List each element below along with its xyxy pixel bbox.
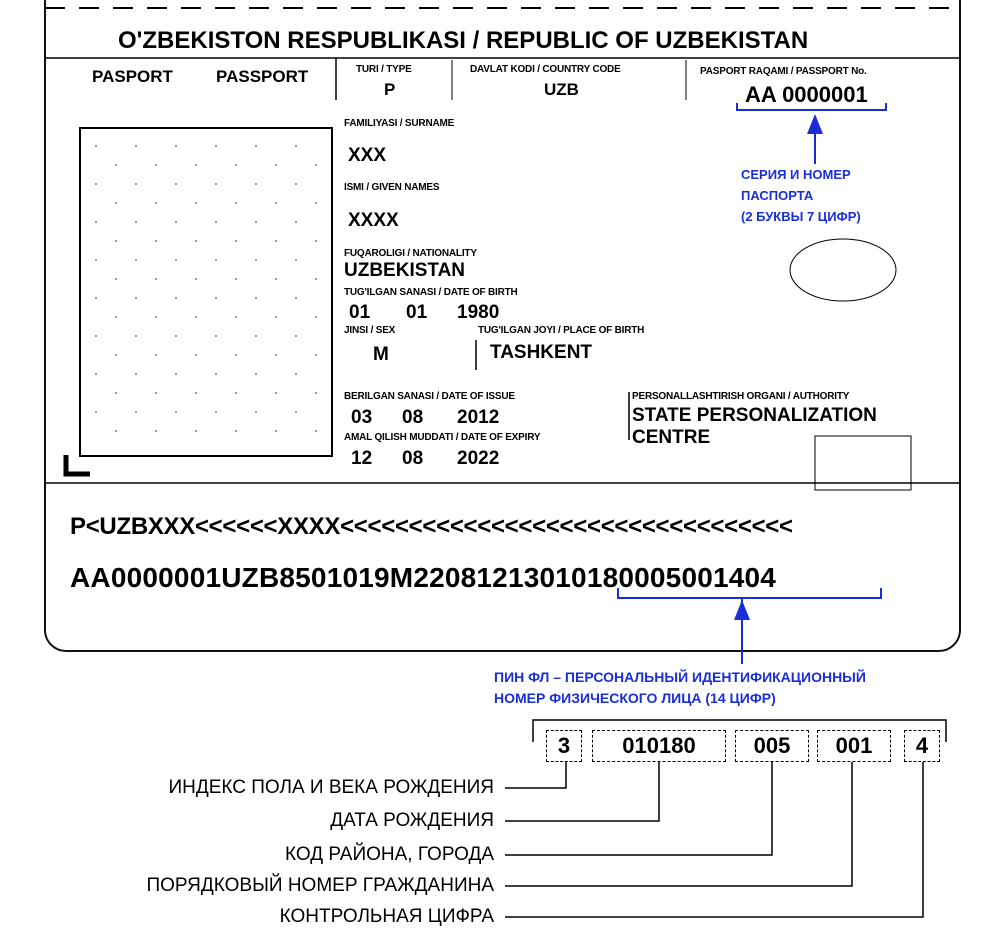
photo-dot — [155, 278, 157, 280]
photo-dot — [235, 354, 237, 356]
photo-dot — [135, 335, 137, 337]
photo-dot — [95, 259, 97, 261]
photo-dot — [235, 316, 237, 318]
photo-dot — [255, 373, 257, 375]
photo-dot — [255, 297, 257, 299]
photo-dot — [195, 240, 197, 242]
photo-dot — [275, 164, 277, 166]
photo-dot — [95, 221, 97, 223]
photo-dot — [315, 240, 317, 242]
issue-date-label: BERILGAN SANASI / DATE OF ISSUE — [344, 391, 515, 402]
photo-dot — [95, 373, 97, 375]
photo-dot — [315, 392, 317, 394]
sex-label: JINSI / SEX — [344, 325, 396, 336]
country-code-value: UZB — [544, 80, 579, 99]
photo-dot — [295, 411, 297, 413]
photo-dot — [235, 202, 237, 204]
photo-dot — [95, 183, 97, 185]
photo-dot — [215, 183, 217, 185]
photo-dot — [255, 259, 257, 261]
photo-dot — [255, 145, 257, 147]
photo-dot — [215, 335, 217, 337]
photo-dot — [275, 202, 277, 204]
legend-birth-date: ДАТА РОЖДЕНИЯ — [330, 810, 494, 831]
legend-check-digit: КОНТРОЛЬНАЯ ЦИФРА — [279, 906, 494, 927]
pasport-en-label: PASSPORT — [216, 67, 309, 86]
type-value: P — [384, 80, 396, 99]
authority-line-1: STATE PERSONALIZATION — [632, 405, 877, 426]
nationality-value: UZBEKISTAN — [344, 260, 466, 281]
photo-dot — [95, 297, 97, 299]
dob-day: 01 — [349, 302, 371, 323]
mrz-line-1: P<UZBXXX<<<<<<XXXX<<<<<<<<<<<<<<<<<<<<<<<<<<<<<<<<< — [70, 513, 793, 540]
passport-number-label: PASPORT RAQAMI / PASSPORT No. — [700, 66, 867, 77]
photo-dot — [175, 297, 177, 299]
ghost-oval — [790, 239, 896, 301]
photo-dot — [155, 240, 157, 242]
legend-serial-number: ПОРЯДКОВЫЙ НОМЕР ГРАЖДАНИНА — [146, 875, 494, 896]
photo-dot — [175, 221, 177, 223]
photo-dot — [195, 202, 197, 204]
authority-line-2: CENTRE — [632, 427, 711, 448]
passno-annotation-line-3: (2 БУКВЫ 7 ЦИФР) — [741, 209, 861, 224]
photo-dot — [215, 259, 217, 261]
dob-month: 01 — [406, 302, 428, 323]
photo-dot — [315, 202, 317, 204]
passno-arrow — [807, 114, 823, 134]
photo-dot — [155, 164, 157, 166]
place-of-birth-value: TASHKENT — [490, 342, 593, 363]
pin-annotation-line-1: ПИН ФЛ – ПЕРСОНАЛЬНЫЙ ИДЕНТИФИКАЦИОННЫЙ — [494, 669, 866, 685]
sex-value: M — [373, 344, 389, 365]
photo-dot — [215, 145, 217, 147]
photo-dot — [255, 335, 257, 337]
photo-dot — [295, 335, 297, 337]
photo-dot — [175, 183, 177, 185]
photo-dot — [295, 259, 297, 261]
photo-dot — [95, 145, 97, 147]
corner-mark — [66, 455, 90, 474]
legend-gender-century: ИНДЕКС ПОЛА И ВЕКА РОЖДЕНИЯ — [168, 777, 494, 798]
photo-dot — [155, 202, 157, 204]
photo-dot — [115, 354, 117, 356]
mrz-line-2: AA0000001UZB8501019M22081213010180005001404 — [70, 562, 777, 593]
pin-part-birth-date: 010180 — [592, 730, 726, 762]
passno-annotation-line-2: ПАСПОРТА — [741, 188, 814, 203]
expiry-year: 2022 — [457, 448, 500, 469]
photo-dot — [235, 164, 237, 166]
photo-dot — [275, 430, 277, 432]
place-of-birth-label: TUG'ILGAN JOYI / PLACE OF BIRTH — [478, 325, 645, 336]
dob-label: TUG'ILGAN SANASI / DATE OF BIRTH — [344, 287, 518, 298]
passport-title: O'ZBEKISTON RESPUBLIKASI / REPUBLIC OF UZBEKISTAN — [118, 27, 809, 54]
photo-dot — [315, 316, 317, 318]
photo-dot — [255, 183, 257, 185]
photo-area — [80, 128, 332, 456]
issue-year: 2012 — [457, 407, 500, 428]
photo-dot — [175, 145, 177, 147]
photo-dot — [195, 316, 197, 318]
photo-dot — [275, 354, 277, 356]
pin-annotation-line-2: НОМЕР ФИЗИЧЕСКОГО ЛИЦА (14 ЦИФР) — [494, 690, 776, 706]
photo-dot — [175, 373, 177, 375]
photo-dot — [135, 411, 137, 413]
pin-part-district-code: 005 — [735, 730, 809, 762]
passport-number-value: AA 0000001 — [745, 82, 868, 107]
photo-dot — [295, 373, 297, 375]
surname-value: XXX — [348, 145, 387, 166]
photo-dot — [195, 278, 197, 280]
photo-dot — [115, 202, 117, 204]
photo-dot — [235, 278, 237, 280]
photo-dot — [115, 278, 117, 280]
nationality-label: FUQAROLIGI / NATIONALITY — [344, 248, 477, 259]
dob-year: 1980 — [457, 302, 500, 323]
photo-dot — [235, 240, 237, 242]
type-label: TURI / TYPE — [356, 64, 412, 75]
photo-dot — [155, 354, 157, 356]
photo-dot — [135, 297, 137, 299]
photo-dot — [215, 221, 217, 223]
photo-dot — [135, 259, 137, 261]
photo-dot — [255, 411, 257, 413]
country-code-label: DAVLAT KODI / COUNTRY CODE — [470, 64, 621, 75]
expiry-month: 08 — [402, 448, 424, 469]
photo-dot — [235, 430, 237, 432]
photo-dot — [275, 278, 277, 280]
photo-dot — [215, 373, 217, 375]
photo-dot — [215, 297, 217, 299]
photo-dot — [115, 316, 117, 318]
photo-dot — [115, 430, 117, 432]
photo-dot — [155, 316, 157, 318]
photo-dot — [295, 145, 297, 147]
photo-dot — [215, 411, 217, 413]
photo-dot — [195, 354, 197, 356]
pin-part-gender-century: 3 — [546, 730, 582, 762]
photo-dot — [255, 221, 257, 223]
authority-label: PERSONALLASHTIRISH ORGANI / AUTHORITY — [632, 391, 850, 402]
photo-dot — [115, 164, 117, 166]
pasport-uz-label: PASPORT — [92, 67, 173, 86]
photo-dot — [135, 183, 137, 185]
passno-annotation-line-1: СЕРИЯ И НОМЕР — [741, 167, 851, 182]
photo-dot — [315, 354, 317, 356]
photo-dot — [115, 392, 117, 394]
expiry-day: 12 — [351, 448, 373, 469]
photo-dot — [275, 240, 277, 242]
photo-dot — [175, 335, 177, 337]
photo-dot — [195, 164, 197, 166]
photo-dot — [155, 392, 157, 394]
photo-dot — [155, 430, 157, 432]
photo-dot — [95, 335, 97, 337]
photo-dot — [175, 411, 177, 413]
photo-dot — [315, 278, 317, 280]
photo-dot — [95, 411, 97, 413]
photo-dot — [295, 183, 297, 185]
given-names-value: XXXX — [348, 210, 399, 231]
photo-dot — [175, 259, 177, 261]
photo-dot — [195, 430, 197, 432]
photo-dot — [115, 240, 117, 242]
surname-label: FAMILIYASI / SURNAME — [344, 118, 455, 129]
photo-dot — [235, 392, 237, 394]
photo-dot — [315, 430, 317, 432]
pin-arrow — [734, 600, 750, 620]
barcode-box — [815, 436, 911, 490]
photo-dot — [135, 373, 137, 375]
legend-district-code: КОД РАЙОНА, ГОРОДА — [285, 844, 494, 865]
photo-dot — [315, 164, 317, 166]
photo-dot — [295, 297, 297, 299]
photo-dot — [295, 221, 297, 223]
given-names-label: ISMI / GIVEN NAMES — [344, 182, 440, 193]
photo-dot — [135, 145, 137, 147]
photo-dot — [135, 221, 137, 223]
issue-day: 03 — [351, 407, 373, 428]
photo-dot — [275, 392, 277, 394]
expiry-date-label: AMAL QILISH MUDDATI / DATE OF EXPIRY — [344, 432, 541, 443]
pin-part-serial-number: 001 — [817, 730, 891, 762]
photo-dot — [195, 392, 197, 394]
issue-month: 08 — [402, 407, 424, 428]
pin-part-check-digit: 4 — [904, 730, 940, 762]
photo-dot — [275, 316, 277, 318]
